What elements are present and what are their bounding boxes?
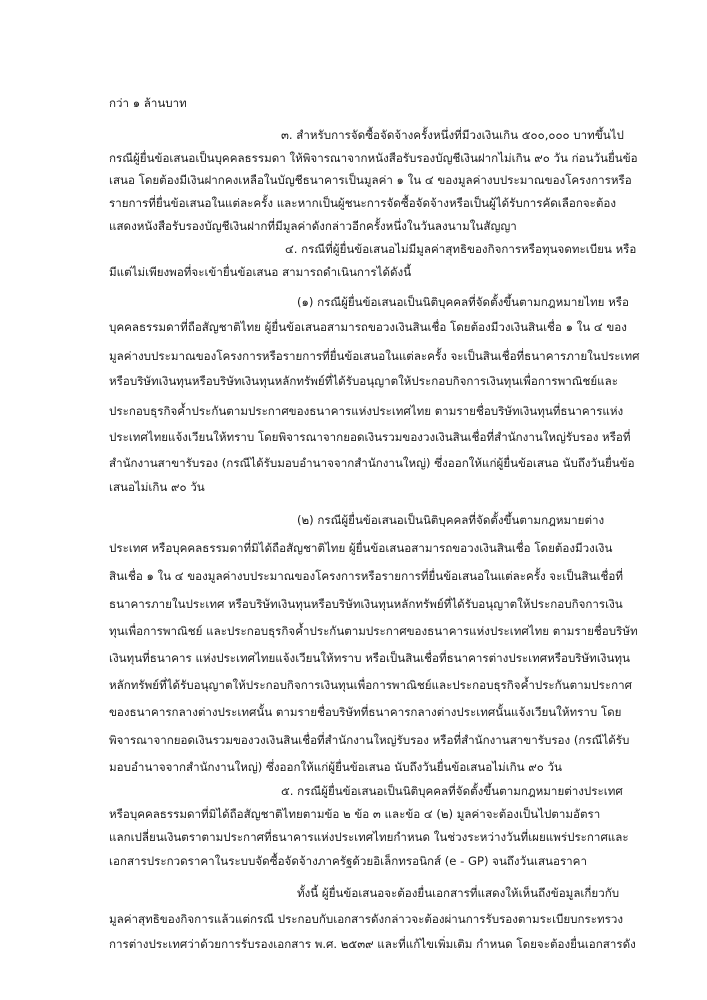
text-line: ๔. กรณีที่ผู้ยื่นข้อเสนอไม่มีมูลค่าสุทธิของกิจการหรือทุนจดทะเบียน หรือ <box>285 242 637 256</box>
text-line: กว่า ๑ ล้านบาท <box>109 96 187 110</box>
text-line: สำนักงานสาขารับรอง (กรณีได้รับมอบอำนาจจากสำนักงานใหญ่) ซึ่งออกให้แก่ผู้ยื่นข้อเสนอ นับถึงวันยื่นข้อ <box>109 456 635 470</box>
text-line: รายการที่ยื่นข้อเสนอในแต่ละครั้ง และหากเป็นผู้ชนะการจัดซื้อจัดจ้างหรือเป็นผู้ได้รับการคัดเลือกจะต้อง <box>109 196 617 210</box>
text-line: แลกเปลี่ยนเงินตราตามประกาศที่ธนาคารแห่งประเทศไทยกำหนด ในช่วงระหว่างวันที่เผยแพร่ประกาศและ <box>109 830 629 844</box>
text-line: ประเทศไทยแจ้งเวียนให้ทราบ โดยพิจารณาจากยอดเงินรวมของวงเงินสินเชื่อที่สำนักงานใหญ่รับรอง หรือที่ <box>109 430 631 444</box>
text-line: สินเชื่อ ๑ ใน ๔ ของมูลค่างบประมาณของโครงการหรือรายการที่ยื่นข้อเสนอในแต่ละครั้ง จะเป็นสินเชื่อที่ <box>109 569 623 583</box>
text-line: มูลค่าสุทธิของกิจการแล้วแต่กรณี ประกอบกับเอกสารดังกล่าวจะต้องผ่านการรับรองตามระเบียบกระทรวง <box>109 912 624 926</box>
text-line: แสดงหนังสือรับรองบัญชีเงินฝากที่มีมูลค่าดังกล่าวอีกครั้งหนึ่งในวันลงนามในสัญญา <box>109 219 517 233</box>
text-line: กรณีผู้ยื่นข้อเสนอเป็นบุคคลธรรมดา ให้พิจารณาจากหนังสือรับรองบัญชีเงินฝากไม่เกิน ๙๐ วัน ก่อนวันยื่นข้อ <box>109 151 638 165</box>
text-line: (๑) กรณีผู้ยื่นข้อเสนอเป็นนิติบุคคลที่จัดตั้งขึ้นตามกฎหมายไทย หรือ <box>297 295 629 309</box>
text-line: พิจารณาจากยอดเงินรวมของวงเงินสินเชื่อที่สำนักงานใหญ่รับรอง หรือที่สำนักงานสาขารับรอง (กรณีได้รับ <box>109 733 630 747</box>
text-line: ธนาคารภายในประเทศ หรือบริษัทเงินทุนหรือบริษัทเงินทุนหลักทรัพย์ที่ได้รับอนุญาตให้ประกอบกิจการเงิน <box>109 597 623 611</box>
text-line: ของธนาคารกลางต่างประเทศนั้น ตามรายชื่อบริษัทที่ธนาคารกลางต่างประเทศนั้นแจ้งเวียนให้ทราบ โดย <box>109 705 622 719</box>
text-line: การต่างประเทศว่าด้วยการรับรองเอกสาร พ.ศ. ๒๕๓๙ และที่แก้ไขเพิ่มเติม กำหนด โดยจะต้องยื่นเอกสารดัง <box>109 937 636 951</box>
text-line: เสนอไม่เกิน ๙๐ วัน <box>109 480 205 494</box>
text-line: ประเทศ หรือบุคคลธรรมดาที่มิได้ถือสัญชาติไทย ผู้ยื่นข้อเสนอสามารถขอวงเงินสินเชื่อ โดยต้องมีวงเงิน <box>109 541 613 555</box>
text-line: ทั้งนี้ ผู้ยื่นข้อเสนอจะต้องยื่นเอกสารที่แสดงให้เห็นถึงข้อมูลเกี่ยวกับ <box>297 886 620 900</box>
text-line: หรือบุคคลธรรมดาที่มิได้ถือสัญชาติไทยตามข้อ ๒ ข้อ ๓ และข้อ ๔ (๒) มูลค่าจะต้องเป็นไปตามอัตรา <box>109 807 601 821</box>
text-line: บุคคลธรรมดาที่ถือสัญชาติไทย ผู้ยื่นข้อเสนอสามารถขอวงเงินสินเชื่อ โดยต้องมีวงเงินสินเชื่อ ๑ ใน ๔ ของ <box>109 320 627 334</box>
text-line: เอกสารประกวดราคาในระบบจัดซื้อจัดจ้างภาครัฐด้วยอิเล็กทรอนิกส์ (e - GP) จนถึงวันเสนอราคา <box>109 854 587 868</box>
text-line: หรือบริษัทเงินทุนหรือบริษัทเงินทุนหลักทรัพย์ที่ได้รับอนุญาตให้ประกอบกิจการเงินทุนเพื่อการพาณิชย์และ <box>109 374 618 388</box>
text-line: เสนอ โดยต้องมีเงินฝากคงเหลือในบัญชีธนาคารเป็นมูลค่า ๑ ใน ๔ ของมูลค่างบประมาณของโครงการหรือ <box>109 173 632 187</box>
text-line: มีแต่ไม่เพียงพอที่จะเข้ายื่นข้อเสนอ สามารถดำเนินการได้ดังนี้ <box>109 265 412 279</box>
text-line: หลักทรัพย์ที่ได้รับอนุญาตให้ประกอบกิจการเงินทุนเพื่อการพาณิชย์และประกอบธุรกิจค้ำประกันตามประกาศ <box>109 678 632 692</box>
text-line: (๒) กรณีผู้ยื่นข้อเสนอเป็นนิติบุคคลที่จัดตั้งขึ้นตามกฎหมายต่าง <box>297 513 605 527</box>
text-line: ๓. สำหรับการจัดซื้อจัดจ้างครั้งหนึ่งที่มีวงเงินเกิน ๕๐๐,๐๐๐ บาทขึ้นไป <box>281 128 624 142</box>
text-line: ทุนเพื่อการพาณิชย์ และประกอบธุรกิจค้ำประกันตามประกาศของธนาคารแห่งประเทศไทย ตามรายชื่อบริษัท <box>109 624 638 638</box>
text-line: ประกอบธุรกิจค้ำประกันตามประกาศของธนาคารแห่งประเทศไทย ตามรายชื่อบริษัทเงินทุนที่ธนาคารแห่ง <box>109 404 624 418</box>
text-line: มอบอำนาจจากสำนักงานใหญ่) ซึ่งออกให้แก่ผู้ยื่นข้อเสนอ นับถึงวันยื่นข้อเสนอไม่เกิน ๙๐ วัน <box>109 760 562 774</box>
text-line: เงินทุนที่ธนาคาร แห่งประเทศไทยแจ้งเวียนให้ทราบ หรือเป็นสินเชื่อที่ธนาคารต่างประเทศหรือบริษัทเงินทุน <box>109 651 630 665</box>
text-line: มูลค่างบประมาณของโครงการหรือรายการที่ยื่นข้อเสนอในแต่ละครั้ง จะเป็นสินเชื่อที่ธนาคารภายในประเทศ <box>109 349 640 363</box>
text-line: ๕. กรณีผู้ยื่นข้อเสนอเป็นนิติบุคคลที่จัดตั้งขึ้นตามกฎหมายต่างประเทศ <box>281 784 623 798</box>
